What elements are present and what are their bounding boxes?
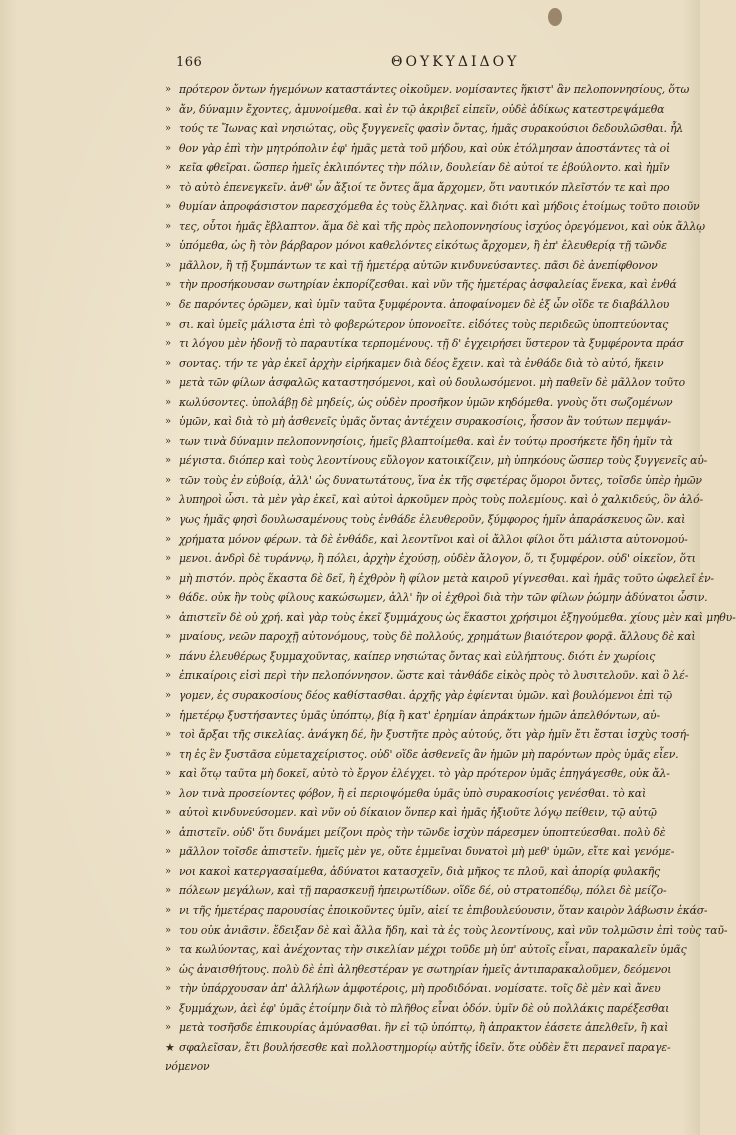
quote-marker: » bbox=[165, 963, 172, 975]
text-line bbox=[165, 588, 708, 608]
quote-marker: » bbox=[165, 885, 172, 897]
line-text: τη ἐς ἓν ξυστᾶσα εὐμεταχείριστος. οὐδ' οἵδε ἀσθενεῖς ἂν ἡμῶν μὴ παρόντων πρὸς ὑμᾶς εἶεν. bbox=[179, 747, 679, 761]
quote-marker: » bbox=[165, 240, 172, 252]
line-text: τὸ αὐτὸ ἐπενεγκεῖν. ἀνθ' ὧν ἄξιοί τε ὄντες ἅμα ἄρχομεν, ὅτι ναυτικόν πλεῖστόν τε καὶ προ bbox=[179, 180, 670, 194]
text-line bbox=[165, 784, 670, 804]
quote-marker: » bbox=[165, 924, 172, 936]
quote-marker: » bbox=[165, 787, 172, 799]
page-header bbox=[176, 55, 656, 77]
line-text: ἀπιστεῖν. οὐδ' ὅτι δυνάμει μείζονι πρὸς τὴν τῶνδε ἰσχὺν πάρεσμεν ὑποπτεύεσθαι. πολὺ δὲ bbox=[179, 825, 666, 839]
quote-marker: » bbox=[165, 142, 172, 154]
text-line bbox=[165, 647, 670, 667]
text-line bbox=[165, 236, 670, 256]
quote-marker: » bbox=[165, 357, 172, 369]
quote-marker: » bbox=[165, 865, 172, 877]
quote-marker: » bbox=[165, 338, 172, 350]
line-text: κωλύσοντες. ὑπολάβῃ δὲ μηδείς, ὡς οὐδὲν προσῆκον ὑμῶν κηδόμεθα. γνοὺς ὅτι σωζομένων bbox=[179, 395, 673, 409]
text-line bbox=[165, 608, 736, 628]
text-line bbox=[165, 354, 670, 374]
text-line bbox=[165, 823, 670, 843]
quote-marker: » bbox=[165, 220, 172, 232]
text-line bbox=[165, 1038, 670, 1058]
text-line bbox=[165, 471, 702, 491]
line-text: ἡμετέρῳ ξυστήσαντες ὑμᾶς ὑπόπτῳ, βίᾳ ἢ κατ' ἐρημίαν ἀπράκτων ἡμῶν ἀπελθόντων, αὐ- bbox=[179, 708, 660, 722]
line-text: θάδε. οὐκ ἢν τοὺς φίλους κακώσωμεν, ἀλλ' ἢν οἱ ἐχθροὶ διὰ τὴν τῶν φίλων ῥώμην ἀδύνατοι ὦσιν. bbox=[179, 591, 708, 605]
line-text: τα κωλύοντας, καὶ ἀνέχοντας τὴν σικελίαν μέχρι τοῦδε μὴ ὑπ' αὐτοῖς εἶναι, παρακαλεῖν ὑμᾶς bbox=[179, 943, 687, 957]
text-line bbox=[165, 549, 696, 569]
text-line bbox=[165, 764, 670, 784]
text-line bbox=[165, 393, 673, 413]
line-text: τοὶ ἄρξαι τῆς σικελίας. ἀνάγκη δέ, ἢν ξυστῆτε πρὸς αὐτούς, ὅτι γὰρ ἡμῖν ἔτι ἔσται ἰσχὺς τοσή- bbox=[179, 728, 690, 742]
line-text: τῶν τοὺς ἐν εὐβοίᾳ, ἀλλ' ὡς δυνατωτάτους, ἵνα ἐκ τῆς σφετέρας ὅμοροι ὄντες, τοῖσδε ὑπὲρ ἡμῶν bbox=[179, 473, 702, 487]
line-text: δε παρόντες ὁρῶμεν, καὶ ὑμῖν ταῦτα ξυμφέροντα. ἀποφαίνομεν δὲ ἐξ ὧν οἵδε τε διαβάλλου bbox=[179, 298, 670, 312]
line-text: νι τῆς ἡμετέρας παρουσίας ἐποικοῦντες ὑμῖν, αἰεί τε ἐπιβουλεύουσιν, ὅταν καιρὸν λάβωσιν ἑκάσ- bbox=[179, 903, 708, 917]
quote-marker: » bbox=[165, 631, 172, 643]
quote-marker: » bbox=[165, 748, 172, 760]
line-text: ἄν, δύναμιν ἔχοντες, ἀμυνοίμεθα. καὶ ἐν τῷ ἀκριβεῖ εἰπεῖν, οὐδὲ ἀδίκως κατεστρεψάμεθα bbox=[179, 102, 665, 116]
text-line bbox=[165, 803, 670, 823]
quote-marker: » bbox=[165, 435, 172, 447]
line-text: των τινὰ δύναμιν πελοποννησίοις, ἡμεῖς βλαπτοίμεθα. καὶ ἐν τούτῳ προσήκετε ἤδη ἡμῖν τὰ bbox=[179, 434, 673, 448]
quote-marker: » bbox=[165, 396, 172, 408]
text-line bbox=[165, 921, 728, 941]
line-text: μενοι. ἀνδρὶ δὲ τυράννῳ, ἢ πόλει, ἀρχὴν ἐχούσῃ, οὐδὲν ἄλογον, ὅ, τι ξυμφέρον. οὐδ' οἰκεῖον, ὅτι bbox=[179, 552, 696, 566]
quote-marker: » bbox=[165, 514, 172, 526]
text-line bbox=[165, 178, 670, 198]
line-text: μέγιστα. διόπερ καὶ τοὺς λεοντίνους εὔλογον κατοικίζειν, μὴ ὑπηκόους ὥσπερ τοὺς ξυγγενεῖς αὐ- bbox=[179, 454, 708, 468]
text-line bbox=[165, 725, 690, 745]
line-text: τὴν προσήκουσαν σωτηρίαν ἐκπορίζεσθαι. καὶ νῦν τῆς ἡμετέρας ἀσφαλείας ἕνεκα, καὶ ἐνθά bbox=[179, 278, 677, 292]
quote-marker: » bbox=[165, 181, 172, 193]
line-text: ἐπικαίροις εἰσὶ περὶ τὴν πελοπόννησον. ὥστε καὶ τἀνθάδε εἰκὸς πρὸς τὸ λυσιτελοῦν. καὶ ὃ λέ- bbox=[179, 669, 689, 683]
line-text: σφαλεῖσαν, ἔτι βουλήσεσθε καὶ πολλοστημορίῳ αὐτῆς ἰδεῖν. ὅτε οὐδὲν ἔτι περανεῖ παραγε- bbox=[179, 1040, 671, 1054]
quote-marker: » bbox=[165, 162, 172, 174]
text-line bbox=[165, 666, 689, 686]
text-line bbox=[165, 158, 670, 178]
text-line bbox=[165, 979, 670, 999]
line-text: σι. καὶ ὑμεῖς μάλιστα ἐπὶ τὸ φοβερώτερον ὑπονοεῖτε. εἰδότες τοὺς περιδεῶς ὑποπτεύοντας bbox=[179, 317, 669, 331]
text-line bbox=[165, 745, 679, 765]
line-text: νοι κακοὶ κατεργασαίμεθα, ἀδύνατοι κατασχεῖν, διὰ μῆκος τε πλοῦ, καὶ ἀπορίᾳ φυλακῆς bbox=[179, 864, 660, 878]
text-line bbox=[165, 940, 687, 960]
text-line bbox=[165, 1057, 670, 1077]
line-text: μετὰ τοσῆσδε ἐπικουρίας ἀμύνασθαι. ἣν εἰ τῷ ὑπόπτῳ, ἢ ἀπρακτον ἐάσετε ἀπελθεῖν, ἢ καὶ bbox=[179, 1021, 669, 1035]
text-block bbox=[165, 80, 736, 1077]
quote-marker: » bbox=[165, 904, 172, 916]
line-text: γομεν, ἐς συρακοσίους δέος καθίστασθαι. ἀρχῆς γὰρ ἐφίενται ὑμῶν. καὶ βουλόμενοι ἐπὶ τῷ bbox=[179, 688, 673, 702]
line-text: κεῖα φθεῖραι. ὥσπερ ἡμεῖς ἐκλιπόντες τὴν πόλιν, δουλείαν δὲ αὐτοί τε ἐβούλοντο. καὶ ἡμῖν bbox=[179, 161, 670, 175]
line-text: ὑπόμεθα, ὡς ἢ τὸν βάρβαρον μόνοι καθελόντες εἰκότως ἄρχομεν, ἢ ἐπ' ἐλευθερίᾳ τῇ τῶνδε bbox=[179, 239, 667, 253]
line-text: καὶ ὅτῳ ταῦτα μὴ δοκεῖ, αὐτὸ τὸ ἔργον ἐλέγχει. τὸ γὰρ πρότερον ὑμᾶς ἐπηγάγεσθε, οὐκ ἄλ- bbox=[179, 767, 670, 781]
quote-marker: » bbox=[165, 572, 172, 584]
quote-marker: » bbox=[165, 729, 172, 741]
text-line bbox=[165, 373, 686, 393]
line-text: ὡς ἀναισθήτους. πολὺ δὲ ἐπὶ ἀληθεστέραν γε σωτηρίαν ἡμεῖς ἀντιπαρακαλοῦμεν, δεόμενοι bbox=[179, 962, 672, 976]
quote-marker: » bbox=[165, 123, 172, 135]
text-line bbox=[165, 999, 670, 1019]
text-line bbox=[165, 960, 670, 980]
quote-marker: » bbox=[165, 553, 172, 565]
line-text: πάνυ ἐλευθέρως ξυμμαχοῦντας, καίπερ νησιώτας ὄντας καὶ εὐλήπτους. διότι ἐν χωρίοις bbox=[179, 649, 656, 663]
line-text: τι λόγου μὲν ἡδονῇ τὸ παραυτίκα τερπομένους. τῇ δ' ἐγχειρήσει ὕστερον τὰ ξυμφέροντα πράσ bbox=[179, 337, 684, 351]
line-text: μὴ πιστόν. πρὸς ἕκαστα δὲ δεῖ, ἢ ἐχθρὸν ἢ φίλον μετὰ καιροῦ γίγνεσθαι. καὶ ἡμᾶς τοῦτο ὠφελεῖ ἐν- bbox=[179, 571, 714, 585]
text-line bbox=[165, 432, 673, 452]
line-text: ὑμῶν, καὶ διὰ τὸ μὴ ἀσθενεῖς ὑμᾶς ὄντας ἀντέχειν συρακοσίοις, ἧσσον ἂν τούτων πεμψάν- bbox=[179, 415, 671, 429]
line-text: νόμενον bbox=[165, 1060, 210, 1074]
text-line bbox=[165, 842, 675, 862]
text-line bbox=[165, 119, 684, 139]
star-marker-icon: ★ bbox=[165, 1040, 175, 1054]
text-line bbox=[165, 569, 714, 589]
quote-marker: » bbox=[165, 84, 172, 95]
quote-marker: » bbox=[165, 807, 172, 819]
text-line bbox=[165, 901, 708, 921]
quote-marker: » bbox=[165, 709, 172, 721]
quote-marker: » bbox=[165, 299, 172, 311]
text-line bbox=[165, 686, 673, 706]
line-text: πόλεων μεγάλων, καὶ τῇ παρασκευῇ ἠπειρωτίδων. οἵδε δέ, οὐ στρατοπέδῳ, πόλει δὲ μείζο- bbox=[179, 884, 667, 898]
text-line bbox=[165, 334, 684, 354]
text-line bbox=[165, 80, 690, 100]
text-line bbox=[165, 627, 696, 647]
quote-marker: » bbox=[165, 611, 172, 623]
line-text: θον γὰρ ἐπὶ τὴν μητρόπολιν ἐφ' ἡμᾶς μετὰ τοῦ μήδου, καὶ οὐκ ἐτόλμησαν ἀποστάντες τὰ οἰ bbox=[179, 141, 671, 155]
line-text: ξυμμάχων, ἀεὶ ἐφ' ὑμᾶς ἑτοίμην διὰ τὸ πλῆθος εἶναι ὁδόν. ὑμῖν δὲ οὐ πολλάκις παρέξεσθαι bbox=[179, 1001, 670, 1015]
text-line bbox=[165, 1018, 670, 1038]
quote-marker: » bbox=[165, 768, 172, 780]
quote-marker: » bbox=[165, 474, 172, 486]
text-line bbox=[165, 100, 670, 120]
line-text: θυμίαν ἀπροφάσιστον παρεσχόμεθα ἐς τοὺς ἕλληνας. καὶ διότι καὶ μήδοις ἑτοίμως τοῦτο ποιοῦν bbox=[179, 200, 700, 214]
text-line bbox=[165, 197, 700, 217]
page-number: 166 bbox=[176, 55, 203, 70]
quote-marker: » bbox=[165, 826, 172, 838]
quote-marker: » bbox=[165, 1002, 172, 1014]
text-line bbox=[165, 706, 670, 726]
line-text: τες, οὗτοι ἡμᾶς ἔβλαπτον. ἅμα δὲ καὶ τῆς πρὸς πελοποννησίους ἰσχύος ὀρεγόμενοι, καὶ οὐκ ἄλλῳ bbox=[179, 219, 705, 233]
quote-marker: » bbox=[165, 103, 172, 115]
line-text: τὴν ὑπάρχουσαν ἀπ' ἀλλήλων ἀμφοτέροις, μὴ προδιδόναι. νομίσατε. τοῖς δὲ μὲν καὶ ἄνευ bbox=[179, 982, 661, 996]
quote-marker: » bbox=[165, 201, 172, 213]
text-line bbox=[165, 217, 705, 237]
text-line bbox=[165, 510, 686, 530]
text-line bbox=[165, 275, 677, 295]
quote-marker: » bbox=[165, 416, 172, 428]
text-line bbox=[165, 412, 670, 432]
text-line bbox=[165, 490, 703, 510]
running-head: ΘΟΥΚΥΔΙΔΟΥ bbox=[391, 54, 520, 70]
quote-marker: » bbox=[165, 259, 172, 271]
quote-marker: » bbox=[165, 533, 172, 545]
line-text: γως ἡμᾶς φησὶ δουλωσαμένους τοὺς ἐνθάδε ἐλευθεροῦν, ξύμφορος ἡμῖν ἀπαράσκευος ὢν. καὶ bbox=[179, 513, 686, 527]
text-line bbox=[165, 530, 688, 550]
text-line bbox=[165, 451, 708, 471]
quote-marker: » bbox=[165, 650, 172, 662]
quote-marker: » bbox=[165, 944, 172, 956]
quote-marker: » bbox=[165, 494, 172, 506]
line-text: τούς τε Ἴωνας καὶ νησιώτας, οὓς ξυγγενεῖς φασὶν ὄντας, ἡμᾶς συρακούσιοι δεδουλῶσθαι. ἦλ bbox=[179, 122, 684, 136]
quote-marker: » bbox=[165, 1022, 172, 1034]
quote-marker: » bbox=[165, 279, 172, 291]
line-text: μετὰ τῶν φίλων ἀσφαλῶς καταστησόμενοι, καὶ οὐ δουλωσόμενοι. μὴ παθεῖν δὲ μᾶλλον τοῦτο bbox=[179, 376, 686, 390]
quote-marker: » bbox=[165, 318, 172, 330]
quote-marker: » bbox=[165, 377, 172, 389]
line-text: του οὐκ ἀνιᾶσιν. ἔδειξαν δὲ καὶ ἄλλα ἤδη, καὶ τὰ ἐς τοὺς λεοντίνους, καὶ νῦν τολμῶσιν ἐπὶ τοὺς ταῦ- bbox=[179, 923, 728, 937]
line-text: πρότερον ὄντων ἡγεμόνων καταστάντες οἰκοῦμεν. νομίσαντες ἥκιστ' ἂν πελοποννησίους, ὅτω bbox=[179, 83, 690, 96]
quote-marker: » bbox=[165, 455, 172, 467]
text-line bbox=[165, 862, 670, 882]
text-line bbox=[165, 139, 670, 159]
quote-marker: » bbox=[165, 592, 172, 604]
quote-marker: » bbox=[165, 670, 172, 682]
text-line bbox=[165, 295, 670, 315]
line-text: λυπηροὶ ὦσι. τὰ μὲν γὰρ ἐκεῖ, καὶ αὐτοὶ ἀρκοῦμεν πρὸς τοὺς πολεμίους. καὶ ὁ χαλκιδεύς, ὃν ἀλό- bbox=[179, 493, 703, 507]
quote-marker: » bbox=[165, 689, 172, 701]
line-text: μᾶλλον, ἢ τῇ ξυμπάντων τε καὶ τῇ ἡμετέρᾳ αὐτῶν κινδυνεύσαντες. πᾶσι δὲ ἀνεπίφθονον bbox=[179, 258, 658, 272]
line-text: λον τινὰ προσείοντες φόβον, ἢ εἰ περιοψόμεθα ὑμᾶς ὑπὸ συρακοσίοις γενέσθαι. τὸ καὶ bbox=[179, 786, 647, 800]
quote-marker: » bbox=[165, 846, 172, 858]
text-line bbox=[165, 256, 670, 276]
quote-marker: » bbox=[165, 983, 172, 995]
ink-stain bbox=[548, 8, 562, 26]
line-text: μναίους, νεῶν παροχῇ αὐτονόμους, τοὺς δὲ πολλούς, χρημάτων βιαιότερον φορᾷ. ἄλλους δὲ καὶ bbox=[179, 630, 696, 644]
text-line bbox=[165, 881, 670, 901]
line-text: μᾶλλον τοῖσδε ἀπιστεῖν. ἡμεῖς μὲν γε, οὔτε ἐμμεῖναι δυνατοὶ μὴ μεθ' ὑμῶν, εἴτε καὶ γενόμε- bbox=[179, 845, 675, 859]
line-text: αὐτοὶ κινδυνεύσομεν. καὶ νῦν οὐ δίκαιον ὅνπερ καὶ ἡμᾶς ἠξιοῦτε λόγῳ πείθειν, τῷ αὐτῷ bbox=[179, 806, 657, 820]
text-line bbox=[165, 315, 670, 335]
line-text: χρήματα μόνον φέρων. τὰ δὲ ἐνθάδε, καὶ λεοντῖνοι καὶ οἱ ἄλλοι φίλοι ὅτι μάλιστα αὐτονομού- bbox=[179, 532, 688, 546]
line-text: σοντας. τήν τε γὰρ ἐκεῖ ἀρχὴν εἰρήκαμεν διὰ δέος ἔχειν. καὶ τὰ ἐνθάδε διὰ τὸ αὐτό, ἥκειν bbox=[179, 356, 664, 370]
line-text: ἀπιστεῖν δὲ οὐ χρή. καὶ γὰρ τοὺς ἐκεῖ ξυμμάχους ὡς ἕκαστοι χρήσιμοι ἐξηγούμεθα. χίους μὲν καὶ μηθυ- bbox=[179, 610, 736, 624]
